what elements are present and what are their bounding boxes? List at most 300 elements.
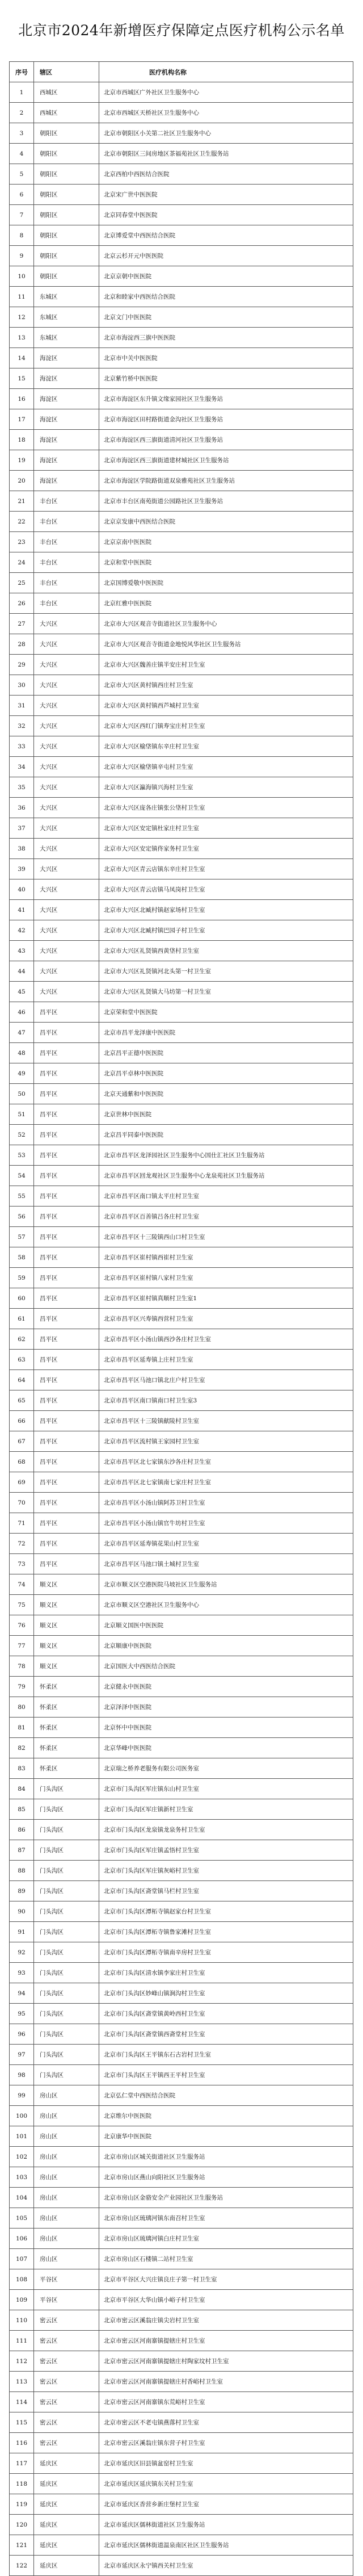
row-institution-name: 北京市大兴区观音寺街道金地悦风华社区卫生服务站 (99, 634, 353, 655)
table-row (10, 2249, 353, 2269)
row-index: 94 (10, 1983, 34, 2004)
table-row (10, 2085, 353, 2106)
row-institution-name: 北京市大兴区黄村镇西芦城村卫生室 (99, 696, 353, 716)
table-row (10, 1615, 353, 1636)
row-institution-name: 北京市朝阳区三间房地区茶福苑社区卫生服务站 (99, 144, 353, 164)
table-row (10, 2024, 353, 2045)
row-institution-name: 北京市昌平区百善镇吕各庄村卫生室 (99, 1207, 353, 1227)
row-institution-name: 北京紫竹桥中医医院 (99, 368, 353, 389)
row-institution-name: 北京康华中医医院 (99, 2126, 353, 2147)
row-index: 89 (10, 1881, 34, 1901)
row-district: 大兴区 (34, 777, 99, 798)
row-district: 大兴区 (34, 859, 99, 879)
row-institution-name: 北京同春堂中医医院 (99, 205, 353, 225)
row-institution-name: 北京和睦家中西医结合医院 (99, 287, 353, 307)
table-row (10, 2045, 353, 2065)
row-district: 门头沟区 (34, 1861, 99, 1881)
row-district: 朝阳区 (34, 164, 99, 185)
row-institution-name: 北京荣和堂中医医院 (99, 1002, 353, 1023)
row-institution-name: 北京市延庆区永宁镇西关村卫生室 (99, 2556, 353, 2576)
row-institution-name: 北京健永中医医院 (99, 1677, 353, 1697)
table-row (10, 1452, 353, 1472)
row-institution-name: 北京市大兴区安定镇佟家务村卫生室 (99, 839, 353, 859)
table-row (10, 2515, 353, 2535)
row-district: 昌平区 (34, 1084, 99, 1104)
row-institution-name: 北京弘仁堂中西医结合医院 (99, 2085, 353, 2106)
row-district: 昌平区 (34, 1063, 99, 1084)
row-district: 朝阳区 (34, 144, 99, 164)
table-row (10, 164, 353, 185)
row-index: 11 (10, 287, 34, 307)
row-institution-name: 北京红雅中医医院 (99, 593, 353, 614)
row-institution-name: 北京市西城区天桥社区卫生服务中心 (99, 103, 353, 123)
table-row (10, 1861, 353, 1881)
row-district: 昌平区 (34, 1554, 99, 1574)
table-row (10, 777, 353, 798)
row-district: 大兴区 (34, 920, 99, 941)
row-district: 昌平区 (34, 1227, 99, 1247)
row-institution-name: 北京市密云区河南寨镇东荒峪村卫生室 (99, 2392, 353, 2412)
table-row (10, 103, 353, 123)
row-district: 怀柔区 (34, 1738, 99, 1758)
row-district: 昌平区 (34, 1350, 99, 1370)
table-row (10, 1697, 353, 1718)
row-institution-name: 北京市昌平区小汤山镇阿苏卫村卫生室 (99, 1493, 353, 1513)
row-district: 门头沟区 (34, 2065, 99, 2085)
table-row (10, 2453, 353, 2474)
row-district: 怀柔区 (34, 1758, 99, 1779)
row-district: 昌平区 (34, 1104, 99, 1125)
table-row (10, 430, 353, 450)
table-row (10, 1207, 353, 1227)
header-institution-name: 医疗机构名称 (99, 62, 353, 82)
row-institution-name: 北京市昌平区小汤山镇西沙各庄村卫生室 (99, 1329, 353, 1350)
row-institution-name: 北京市门头沟区斋堂镇西斋堂村卫生室 (99, 2024, 353, 2045)
table-row (10, 1431, 353, 1452)
table-row (10, 1636, 353, 1656)
row-institution-name: 北京市昌平区延寿镇花果山村卫生室 (99, 1534, 353, 1554)
row-index: 27 (10, 614, 34, 634)
row-district: 延庆区 (34, 2556, 99, 2576)
row-index: 14 (10, 348, 34, 368)
row-district: 平谷区 (34, 2269, 99, 2290)
row-district: 昌平区 (34, 1452, 99, 1472)
row-district: 昌平区 (34, 1166, 99, 1186)
row-institution-name: 北京市昌平区南口镇南口村卫生室3 (99, 1390, 353, 1411)
row-institution-name: 北京市昌平区兴寿镇西营村卫生室 (99, 1309, 353, 1329)
table-row (10, 1901, 353, 1922)
table-row (10, 1288, 353, 1309)
table-row (10, 1963, 353, 1983)
row-index: 105 (10, 2208, 34, 2229)
row-index: 83 (10, 1758, 34, 1779)
row-district: 昌平区 (34, 1043, 99, 1063)
row-institution-name: 北京天通紫和中医医院 (99, 1084, 353, 1104)
table-row (10, 1043, 353, 1063)
table-row (10, 1104, 353, 1125)
table-row (10, 1718, 353, 1738)
row-index: 98 (10, 2065, 34, 2085)
row-index: 30 (10, 675, 34, 696)
row-index: 47 (10, 1023, 34, 1043)
row-index: 55 (10, 1186, 34, 1207)
table-row (10, 532, 353, 552)
row-institution-name: 北京市大兴区西红门镇寿宝庄村卫生室 (99, 716, 353, 736)
row-district: 昌平区 (34, 1329, 99, 1350)
row-institution-name: 北京市昌平区十三陵镇西山口村卫生室 (99, 1227, 353, 1247)
row-index: 50 (10, 1084, 34, 1104)
row-index: 31 (10, 696, 34, 716)
row-institution-name: 北京和堂中医医院 (99, 552, 353, 573)
row-institution-name: 北京市大兴区礼贤镇大马坊第一村卫生室 (99, 982, 353, 1002)
row-district: 朝阳区 (34, 205, 99, 225)
table-row (10, 1840, 353, 1861)
row-index: 122 (10, 2556, 34, 2576)
row-district: 延庆区 (34, 2474, 99, 2494)
row-district: 怀柔区 (34, 1677, 99, 1697)
row-index: 25 (10, 573, 34, 593)
row-district: 东城区 (34, 307, 99, 328)
row-institution-name: 北京文门中医医院 (99, 307, 353, 328)
table-row (10, 368, 353, 389)
row-district: 门头沟区 (34, 1820, 99, 1840)
row-index: 37 (10, 818, 34, 839)
row-institution-name: 北京市延庆区儒林街道社区卫生服务站 (99, 2515, 353, 2535)
row-index: 33 (10, 736, 34, 757)
row-index: 19 (10, 450, 34, 471)
row-district: 大兴区 (34, 900, 99, 920)
row-index: 28 (10, 634, 34, 655)
row-institution-name: 北京市大兴区魏善庄镇半安庄村卫生室 (99, 655, 353, 675)
row-index: 70 (10, 1493, 34, 1513)
row-institution-name: 北京市大兴区北臧村镇赵家场村卫生室 (99, 900, 353, 920)
row-institution-name: 北京怀中中医医院 (99, 1718, 353, 1738)
row-index: 68 (10, 1452, 34, 1472)
row-district: 门头沟区 (34, 1881, 99, 1901)
table-row (10, 1922, 353, 1942)
row-district: 房山区 (34, 2229, 99, 2249)
row-district: 大兴区 (34, 614, 99, 634)
row-institution-name: 北京市房山区燕山向阳社区卫生服务站 (99, 2167, 353, 2188)
row-index: 92 (10, 1942, 34, 1963)
table-row (10, 2392, 353, 2412)
row-institution-name: 北京市大兴区瀛海镇兴海村卫生室 (99, 777, 353, 798)
row-index: 67 (10, 1431, 34, 1452)
row-district: 东城区 (34, 287, 99, 307)
row-institution-name: 北京市朝阳区小关第二社区卫生服务中心 (99, 123, 353, 144)
row-index: 48 (10, 1043, 34, 1063)
row-institution-name: 北京市门头沟区潭柘寺镇鲁家滩村卫生室 (99, 1922, 353, 1942)
row-index: 39 (10, 859, 34, 879)
row-index: 119 (10, 2494, 34, 2515)
table-row (10, 2556, 353, 2576)
table-row (10, 185, 353, 205)
row-district: 延庆区 (34, 2515, 99, 2535)
row-index: 35 (10, 777, 34, 798)
row-institution-name: 北京京发康中西医结合医院 (99, 512, 353, 532)
row-index: 112 (10, 2351, 34, 2372)
row-district: 房山区 (34, 2085, 99, 2106)
row-index: 53 (10, 1145, 34, 1166)
row-district: 门头沟区 (34, 1942, 99, 1963)
table-row (10, 1472, 353, 1493)
row-institution-name: 北京顺康中医医院 (99, 1636, 353, 1656)
table-row (10, 2208, 353, 2229)
table-row (10, 471, 353, 491)
table-row (10, 1084, 353, 1104)
row-district: 大兴区 (34, 634, 99, 655)
row-district: 朝阳区 (34, 225, 99, 246)
row-institution-name: 北京市昌平区十三陵镇献陵村卫生室 (99, 1411, 353, 1431)
row-index: 42 (10, 920, 34, 941)
table-row (10, 450, 353, 471)
row-district: 大兴区 (34, 961, 99, 982)
row-institution-name: 北京市平谷区大兴庄镇良庄子第一村卫生室 (99, 2269, 353, 2290)
row-institution-name: 北京云杉开元中医医院 (99, 246, 353, 266)
row-institution-name: 北京市昌平区崔村镇西崔村卫生室 (99, 1247, 353, 1268)
table-row (10, 1268, 353, 1288)
row-index: 21 (10, 491, 34, 512)
table-row (10, 1370, 353, 1390)
row-index: 3 (10, 123, 34, 144)
row-district: 大兴区 (34, 941, 99, 961)
row-district: 延庆区 (34, 2494, 99, 2515)
table-row (10, 225, 353, 246)
table-row (10, 900, 353, 920)
row-district: 海淀区 (34, 368, 99, 389)
row-institution-name: 北京市延庆区香营乡新庄堡村卫生室 (99, 2494, 353, 2515)
row-index: 109 (10, 2290, 34, 2310)
row-district: 朝阳区 (34, 123, 99, 144)
row-index: 78 (10, 1656, 34, 1677)
row-district: 顺义区 (34, 1656, 99, 1677)
row-district: 丰台区 (34, 512, 99, 532)
row-institution-name: 北京市门头沟区军庄镇孟悟村卫生室 (99, 1840, 353, 1861)
table-row (10, 1983, 353, 2004)
row-index: 63 (10, 1350, 34, 1370)
row-index: 97 (10, 2045, 34, 2065)
row-institution-name: 北京市密云区不老屯镇燕落村卫生室 (99, 2412, 353, 2433)
row-institution-name: 北京市昌平区崔村镇真顺村卫生室1 (99, 1288, 353, 1309)
row-institution-name: 北京国博爱敬中医医院 (99, 573, 353, 593)
row-index: 56 (10, 1207, 34, 1227)
table-row (10, 1942, 353, 1963)
row-institution-name: 北京市大兴区青云店镇东辛庄村卫生室 (99, 859, 353, 879)
row-institution-name: 北京市延庆区儒林街道温泉南区社区卫生服务站 (99, 2535, 353, 2556)
table-row (10, 1023, 353, 1043)
row-index: 91 (10, 1922, 34, 1942)
row-index: 4 (10, 144, 34, 164)
row-index: 20 (10, 471, 34, 491)
row-district: 海淀区 (34, 409, 99, 430)
table-row (10, 1002, 353, 1023)
table-row (10, 593, 353, 614)
row-institution-name: 北京昌平卓林中医医院 (99, 1063, 353, 1084)
row-district: 门头沟区 (34, 1799, 99, 1820)
row-district: 房山区 (34, 2147, 99, 2167)
row-district: 海淀区 (34, 348, 99, 368)
table-row (10, 1738, 353, 1758)
row-district: 海淀区 (34, 471, 99, 491)
table-row (10, 2106, 353, 2126)
table-row (10, 1145, 353, 1166)
row-index: 86 (10, 1820, 34, 1840)
table-row (10, 266, 353, 287)
row-district: 大兴区 (34, 757, 99, 777)
row-district: 昌平区 (34, 1145, 99, 1166)
table-row (10, 512, 353, 532)
table-row (10, 348, 353, 368)
row-index: 102 (10, 2147, 34, 2167)
table-row (10, 2065, 353, 2085)
row-district: 延庆区 (34, 2535, 99, 2556)
row-district: 昌平区 (34, 1513, 99, 1534)
row-district: 顺义区 (34, 1574, 99, 1595)
table-row (10, 920, 353, 941)
row-index: 16 (10, 389, 34, 409)
table-row (10, 1166, 353, 1186)
table-row (10, 2535, 353, 2556)
row-district: 顺义区 (34, 1636, 99, 1656)
table-row (10, 1186, 353, 1207)
row-index: 62 (10, 1329, 34, 1350)
table-row (10, 879, 353, 900)
row-institution-name: 北京市大兴区青云店镇马凤岗村卫生室 (99, 879, 353, 900)
row-district: 昌平区 (34, 1207, 99, 1227)
row-index: 51 (10, 1104, 34, 1125)
table-row (10, 961, 353, 982)
row-index: 34 (10, 757, 34, 777)
row-index: 96 (10, 2024, 34, 2045)
row-institution-name: 北京市密云区河南寨镇提辖庄村卫生室 (99, 2331, 353, 2351)
row-index: 79 (10, 1677, 34, 1697)
row-institution-name: 北京市顺义区空港社区卫生服务中心 (99, 1595, 353, 1615)
row-institution-name: 北京市西城区广外社区卫生服务中心 (99, 82, 353, 103)
row-institution-name: 北京市海淀区西三旗街道建材城社区卫生服务站 (99, 450, 353, 471)
row-institution-name: 北京市昌平区北七家镇东沙各庄村卫生室 (99, 1452, 353, 1472)
table-row (10, 123, 353, 144)
row-institution-name: 北京市房山区石楼镇二站村卫生室 (99, 2249, 353, 2269)
row-institution-name: 北京京朝中医医院 (99, 266, 353, 287)
row-institution-name: 北京世林中医医院 (99, 1104, 353, 1125)
row-district: 大兴区 (34, 655, 99, 675)
row-institution-name: 北京市门头沟区王平镇东石古岩村卫生室 (99, 2045, 353, 2065)
row-district: 昌平区 (34, 1247, 99, 1268)
table-row (10, 1329, 353, 1350)
row-district: 昌平区 (34, 1493, 99, 1513)
row-district: 门头沟区 (34, 2045, 99, 2065)
table-row (10, 2269, 353, 2290)
row-index: 73 (10, 1554, 34, 1574)
row-institution-name: 北京西柏中西医结合医院 (99, 164, 353, 185)
row-institution-name: 北京宋广世中医医院 (99, 185, 353, 205)
table-row (10, 1350, 353, 1370)
row-index: 41 (10, 900, 34, 920)
row-district: 密云区 (34, 2351, 99, 2372)
row-index: 38 (10, 839, 34, 859)
row-index: 2 (10, 103, 34, 123)
row-district: 海淀区 (34, 389, 99, 409)
row-index: 52 (10, 1125, 34, 1145)
row-index: 9 (10, 246, 34, 266)
table-row (10, 982, 353, 1002)
row-index: 22 (10, 512, 34, 532)
row-institution-name: 北京市门头沟区妙峰山镇涧沟村卫生室 (99, 1983, 353, 2004)
row-index: 46 (10, 1002, 34, 1023)
table-row (10, 2229, 353, 2249)
row-index: 36 (10, 798, 34, 818)
row-institution-name: 北京市大兴区庞各庄镇张公垡村卫生室 (99, 798, 353, 818)
row-institution-name: 北京市房山区金骆安全产业园社区卫生服务站 (99, 2188, 353, 2208)
row-institution-name: 北京市昌平区马池口镇北庄户村卫生室 (99, 1370, 353, 1390)
institution-table (9, 61, 353, 2576)
table-row (10, 144, 353, 164)
table-row (10, 941, 353, 961)
row-index: 66 (10, 1411, 34, 1431)
table-row (10, 205, 353, 225)
row-index: 64 (10, 1370, 34, 1390)
table-row (10, 696, 353, 716)
table-row (10, 2126, 353, 2147)
row-institution-name: 北京市延庆区延庆镇东关村卫生室 (99, 2474, 353, 2494)
row-index: 116 (10, 2433, 34, 2453)
row-district: 丰台区 (34, 593, 99, 614)
row-index: 88 (10, 1861, 34, 1881)
row-index: 85 (10, 1799, 34, 1820)
table-row (10, 818, 353, 839)
row-institution-name: 北京市大兴区榆垡镇东辛庄村卫生室 (99, 736, 353, 757)
row-index: 100 (10, 2106, 34, 2126)
row-district: 昌平区 (34, 1534, 99, 1554)
row-district: 密云区 (34, 2331, 99, 2351)
row-district: 平谷区 (34, 2290, 99, 2310)
row-institution-name: 北京市密云区溪翁庄镇东营子村卫生室 (99, 2433, 353, 2453)
row-institution-name: 北京国医大中西医结合医院 (99, 1656, 353, 1677)
row-district: 大兴区 (34, 818, 99, 839)
table-row (10, 2433, 353, 2453)
row-index: 113 (10, 2372, 34, 2392)
table-row (10, 1881, 353, 1901)
row-institution-name: 北京市昌平区回龙观社区卫生服务中心龙泉苑社区卫生服务站 (99, 1166, 353, 1186)
table-row (10, 1493, 353, 1513)
row-index: 26 (10, 593, 34, 614)
row-institution-name: 北京昌平正德中医医院 (99, 1043, 353, 1063)
row-index: 8 (10, 225, 34, 246)
row-district: 密云区 (34, 2392, 99, 2412)
header-index: 序号 (10, 62, 34, 82)
row-district: 丰台区 (34, 532, 99, 552)
row-index: 58 (10, 1247, 34, 1268)
row-index: 65 (10, 1390, 34, 1411)
row-institution-name: 北京瑞之桥养老服务有限公司医务室 (99, 1758, 353, 1779)
row-institution-name: 北京市门头沟区清水镇李家庄村卫生室 (99, 1963, 353, 1983)
row-index: 18 (10, 430, 34, 450)
row-district: 丰台区 (34, 573, 99, 593)
row-district: 大兴区 (34, 982, 99, 1002)
row-index: 69 (10, 1472, 34, 1493)
table-row (10, 839, 353, 859)
table-row (10, 1656, 353, 1677)
table-row (10, 798, 353, 818)
page-title: 北京市2024年新增医疗保障定点医疗机构公示名单 (18, 22, 345, 39)
table-row (10, 287, 353, 307)
row-district: 大兴区 (34, 736, 99, 757)
row-institution-name: 北京市海淀区学院路街道双泉雅苑社区卫生服务站 (99, 471, 353, 491)
row-institution-name: 北京市昌平区龙泽园社区卫生服务中心国仕汇社区卫生服务站 (99, 1145, 353, 1166)
row-district: 丰台区 (34, 552, 99, 573)
row-index: 32 (10, 716, 34, 736)
row-index: 107 (10, 2249, 34, 2269)
